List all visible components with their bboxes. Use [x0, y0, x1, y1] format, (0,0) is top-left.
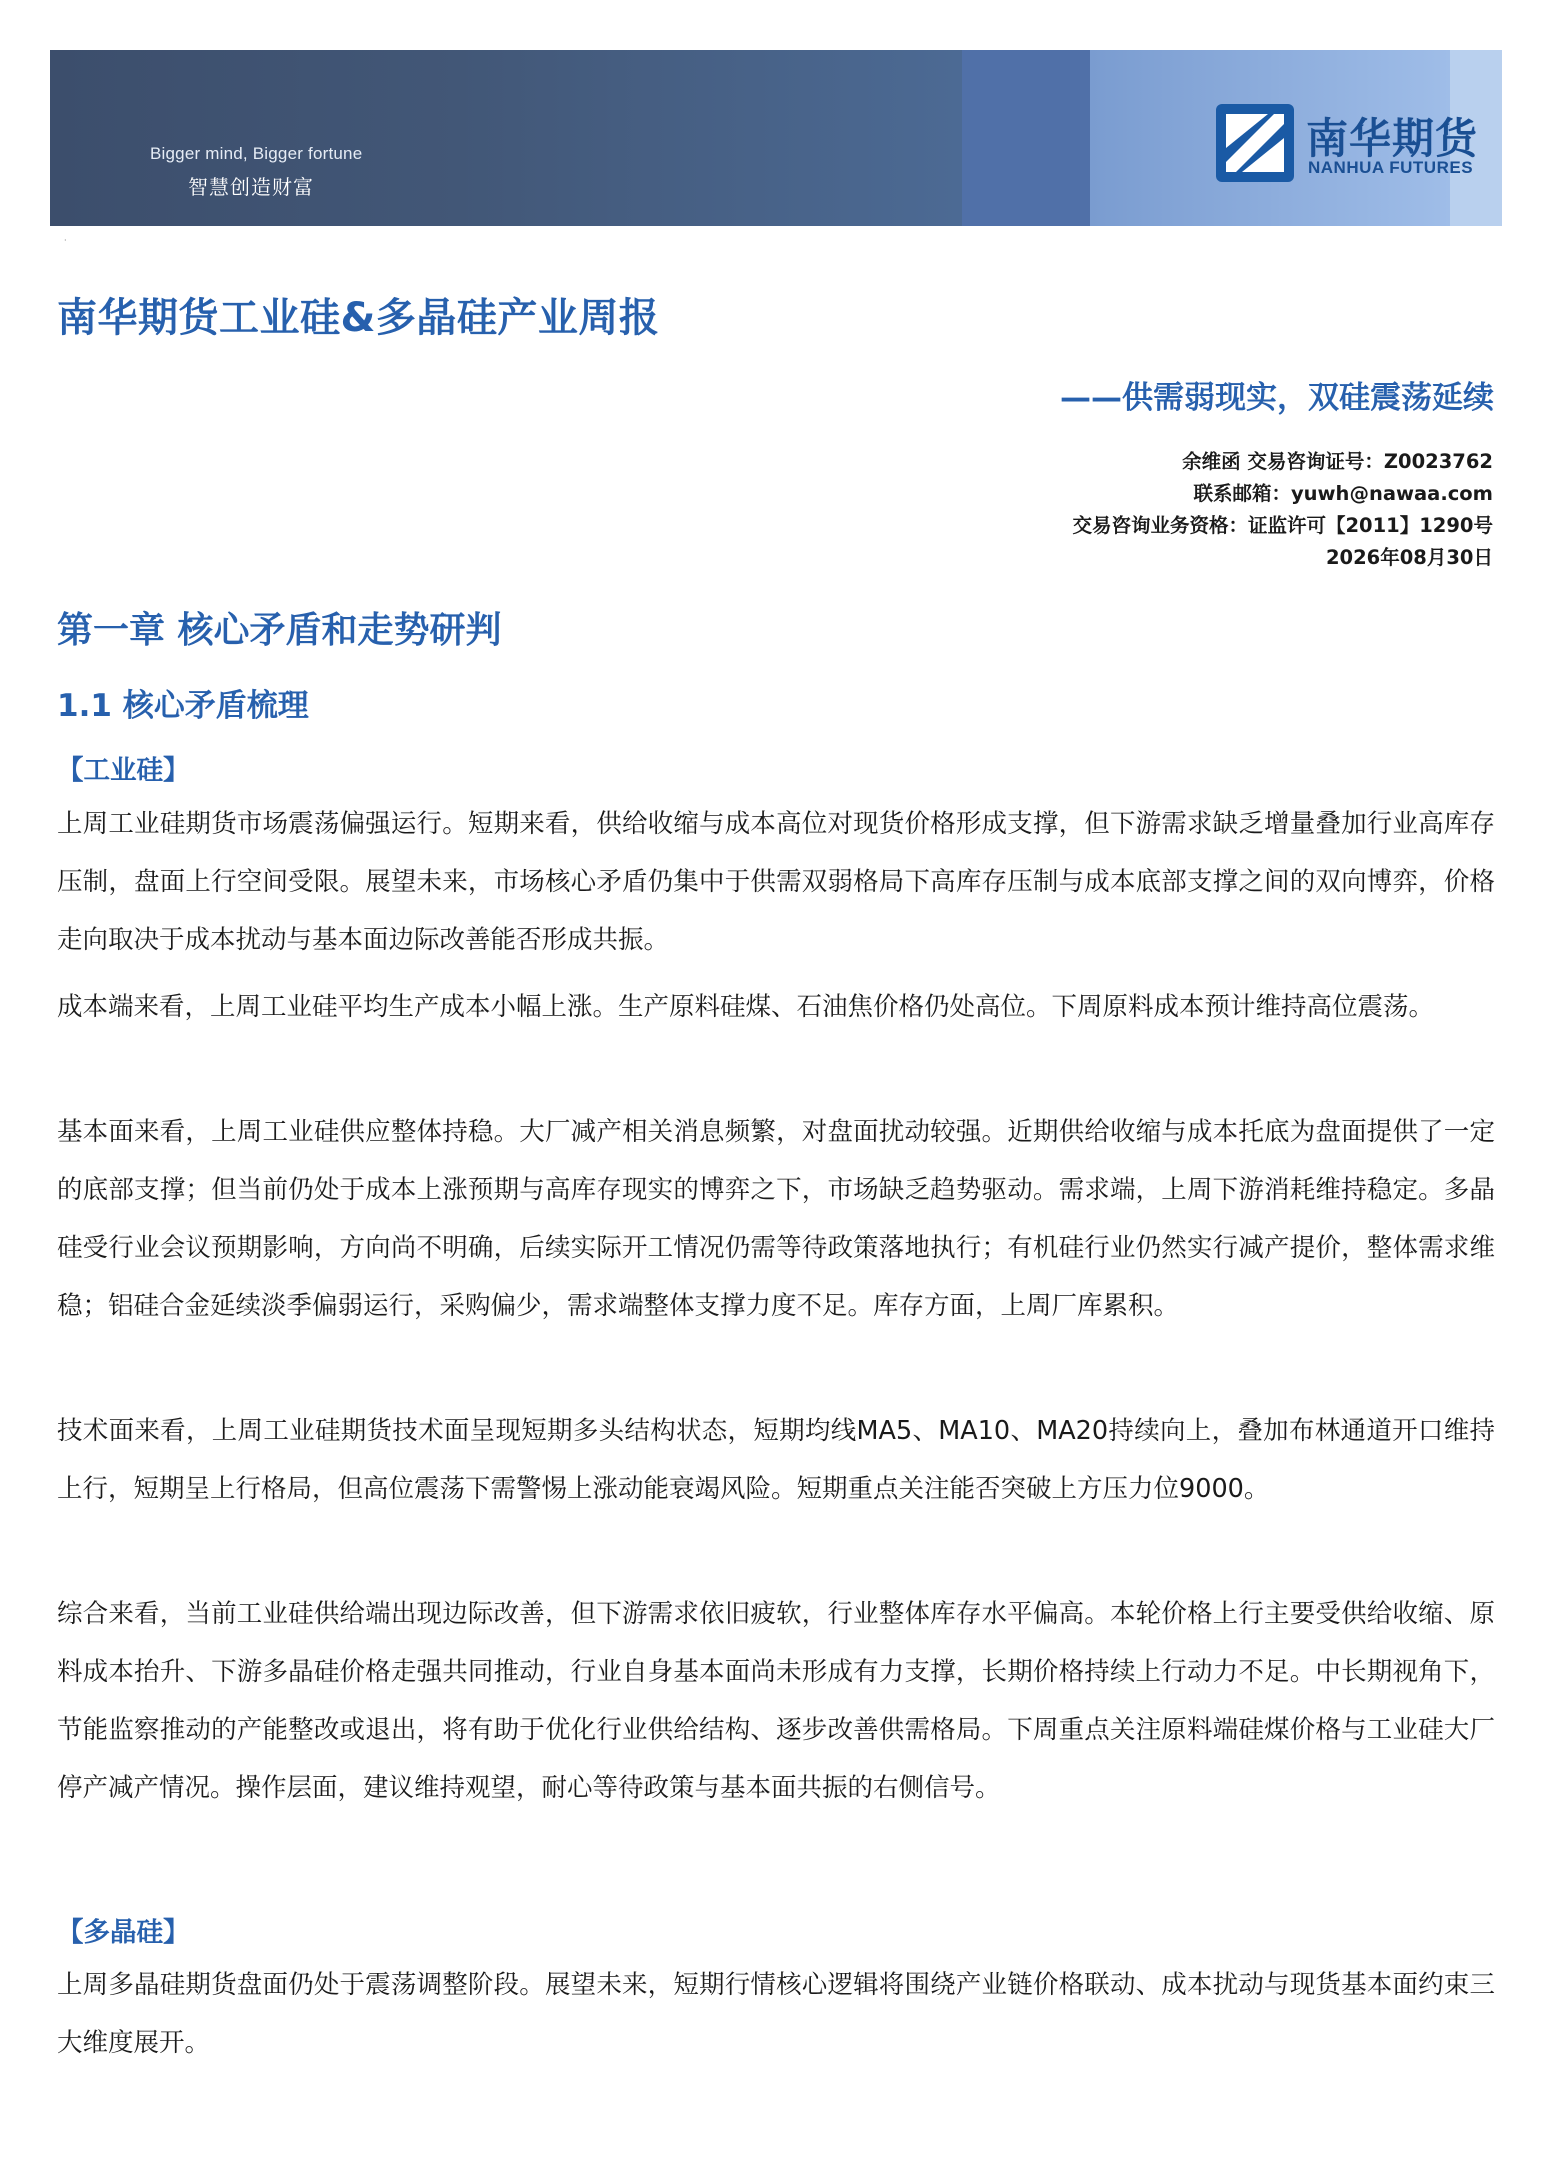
report-title: 南华期货工业硅&多晶硅产业周报	[57, 295, 660, 341]
banner-strip	[962, 50, 1090, 226]
page-mark: ·	[64, 236, 67, 245]
tagline-english: Bigger mind, Bigger fortune	[150, 144, 363, 163]
chapter-heading: 第一章 核心矛盾和走势研判	[57, 610, 502, 651]
section-heading: 1.1 核心矛盾梳理	[57, 688, 309, 724]
qualification-line: 交易咨询业务资格：证监许可【2011】1290号	[1072, 514, 1493, 537]
logo-chinese-name: 南华期货	[1306, 114, 1479, 163]
report-date: 2026年08月30日	[1325, 546, 1493, 569]
author-info	[1072, 446, 1493, 574]
email-line[interactable]: 联系邮箱：yuwh@nawaa.com	[1193, 482, 1493, 505]
tagline-chinese: 智慧创造财富	[188, 175, 314, 199]
author-line: 余维函 交易咨询证号：Z0023762	[1182, 450, 1493, 473]
paragraph: 基本面来看，上周工业硅供应整体持稳。大厂减产相关消息频繁，对盘面扰动较强。近期供给收缩与成本托底为盘面提供了一定的底部支撑；但当前仍处于成本上涨预期与高库存现实的博弈之下，市场缺乏趋势驱动。需求端，上周下游消耗维持稳定。多晶硅受行业会议预期影响，方向尚不明确，后续实际开工情况仍需等待政策落地执行；有机硅行业仍然实行减产提价，整体需求维稳；铝硅合金延续淡季偏弱运行，采购偏少，需求端整体支撑力度不足。库存方面，上周厂库累积。	[57, 1117, 1495, 1321]
paragraph: 成本端来看，上周工业硅平均生产成本小幅上涨。生产原料硅煤、石油焦价格仍处高位。下周原料成本预计维持高位震荡。	[57, 992, 1435, 1022]
polysilicon-heading: 【多晶硅】	[57, 1917, 190, 1948]
report-subtitle: ——供需弱现实，双硅震荡延续	[1060, 380, 1494, 416]
paragraph: 技术面来看，上周工业硅期货技术面呈现短期多头结构状态，短期均线MA5、MA10、MA20持续向上，叠加布林通道开口维持上行，短期呈上行格局，但高位震荡下需警惕上涨动能衰竭风险。短期重点关注能否突破上方压力位9000。	[57, 1416, 1495, 1504]
banner-background	[50, 50, 962, 226]
silicon-heading: 【工业硅】	[57, 755, 190, 786]
nanhua-logo-icon	[1216, 104, 1294, 182]
paragraph: 综合来看，当前工业硅供给端出现边际改善，但下游需求依旧疲软，行业整体库存水平偏高。本轮价格上行主要受供给收缩、原料成本抬升、下游多晶硅价格走强共同推动，行业自身基本面尚未形成有力支撑，长期价格持续上行动力不足。中长期视角下，节能监察推动的产能整改或退出，将有助于优化行业供给结构、逐步改善供需格局。下周重点关注原料端硅煤价格与工业硅大厂停产减产情况。操作层面，建议维持观望，耐心等待政策与基本面共振的右侧信号。	[57, 1599, 1495, 1803]
logo-english-name: NANHUA FUTURES	[1308, 158, 1474, 177]
header-banner	[50, 50, 1502, 226]
paragraph: 上周工业硅期货市场震荡偏强运行。短期来看，供给收缩与成本高位对现货价格形成支撑，但下游需求缺乏增量叠加行业高库存压制，盘面上行空间受限。展望未来，市场核心矛盾仍集中于供需双弱格局下高库存压制与成本底部支撑之间的双向博弈，价格走向取决于成本扰动与基本面边际改善能否形成共振。	[57, 809, 1495, 955]
paragraph: 上周多晶硅期货盘面仍处于震荡调整阶段。展望未来，短期行情核心逻辑将围绕产业链价格联动、成本扰动与现货基本面约束三大维度展开。	[57, 1970, 1495, 2058]
